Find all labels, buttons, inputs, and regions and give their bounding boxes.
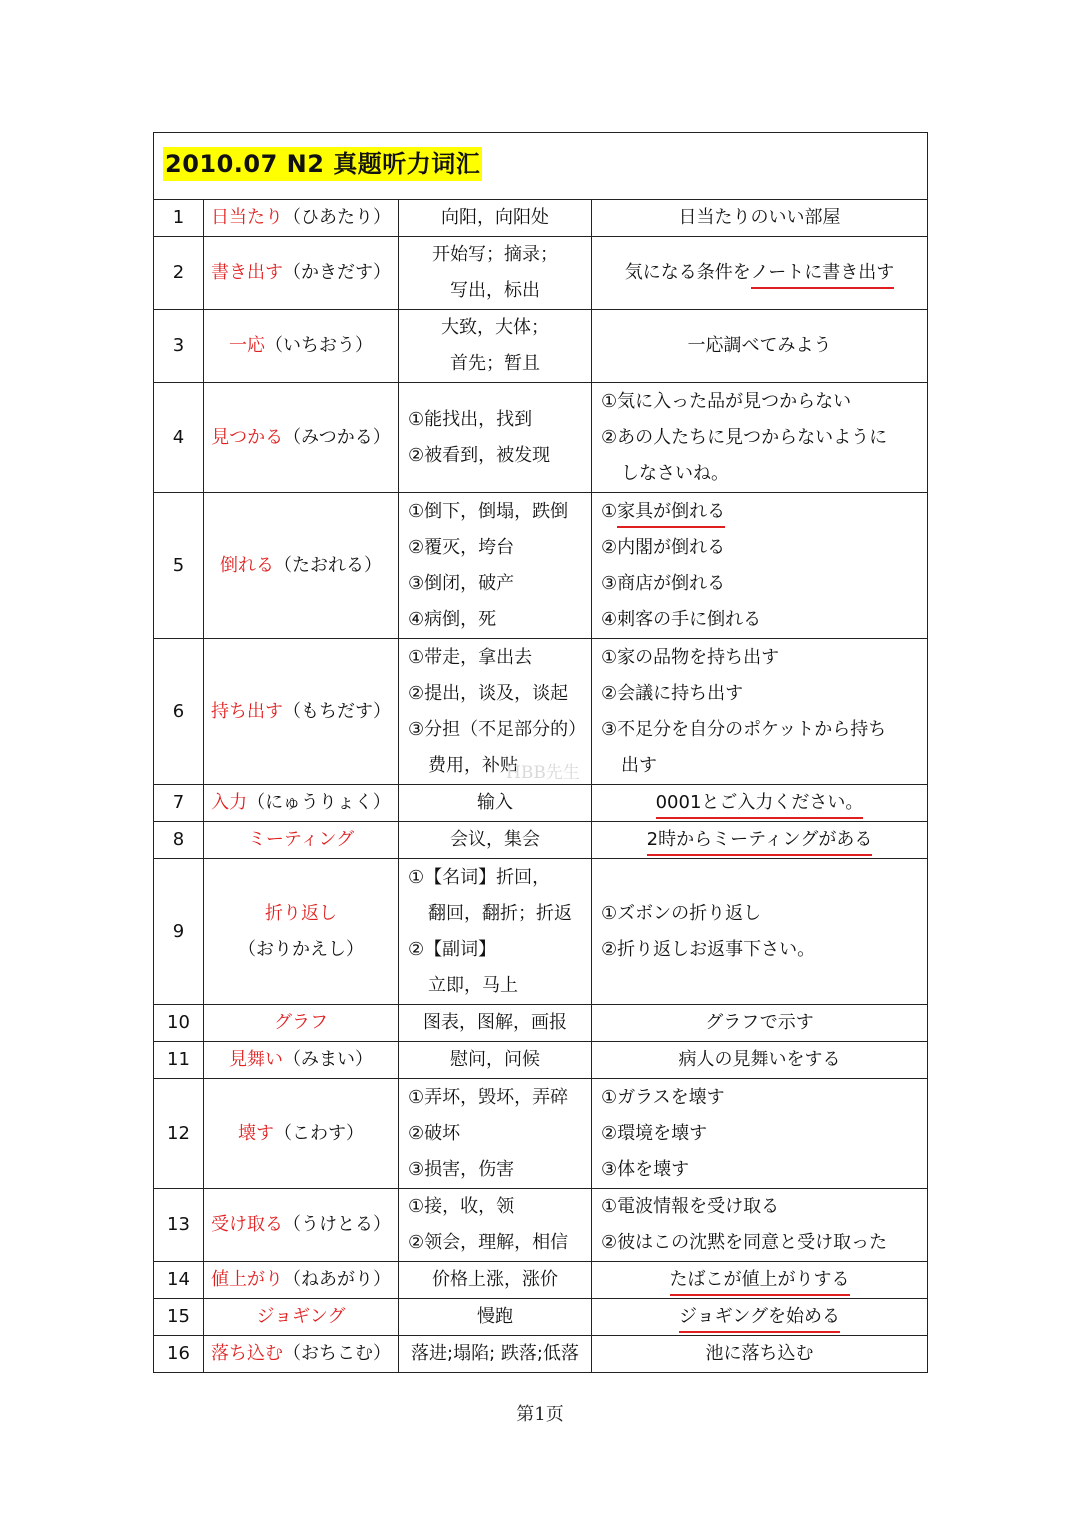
meaning-line: ①能找出，找到 (408, 408, 533, 430)
meaning-line: 图表，图解，画报 (423, 1012, 567, 1033)
example-line: ①ズボンの折り返し (601, 902, 762, 924)
row-number: 14 (154, 1262, 204, 1299)
example-line: ①家の品物を持ち出す (601, 646, 780, 668)
table-row (154, 493, 928, 639)
word-cell (204, 822, 399, 859)
word-reading: （うけとる） (283, 1214, 391, 1235)
example-cell (592, 1336, 928, 1373)
meaning-cell (399, 1005, 592, 1042)
word-cell (204, 1079, 399, 1189)
underlined-phrase: ノートに書き出す (751, 259, 894, 289)
example-line: 病人の見舞いをする (678, 1049, 841, 1070)
meaning-line: ②被看到，被发现 (408, 444, 551, 466)
row-number: 4 (154, 383, 204, 493)
meaning-cell (399, 1299, 592, 1336)
vocabulary-table (153, 132, 928, 1373)
word-text: 見舞い (229, 1049, 283, 1070)
example-line: ②会議に持ち出す (601, 682, 744, 704)
meaning-line: ①【名词】折回， (408, 866, 551, 888)
vocabulary-rows (154, 200, 928, 1373)
meaning-line: 输入 (477, 792, 513, 813)
meaning-line: ④病倒，死 (408, 608, 497, 630)
word-cell (204, 859, 399, 1005)
example-cell (592, 1262, 928, 1299)
meaning-line: ②【副词】 (408, 938, 497, 960)
meaning-cell (399, 785, 592, 822)
example-cell (592, 1079, 928, 1189)
example-line: 気になる条件をノートに書き出す (592, 255, 927, 291)
title-cell (154, 133, 928, 200)
row-number: 13 (154, 1189, 204, 1262)
table-row (154, 822, 928, 859)
meaning-line: ②提出，谈及，谈起 (408, 682, 569, 704)
meaning-line: 首先；暂且 (450, 353, 540, 374)
word-reading: （ひあたり） (283, 207, 391, 228)
meaning-line: ③损害，伤害 (408, 1158, 515, 1180)
example-line (592, 1299, 927, 1335)
example-line: 出す (621, 754, 657, 776)
row-number: 9 (154, 859, 204, 1005)
example-cell (592, 785, 928, 822)
table-row (154, 859, 928, 1005)
meaning-line: ②破坏 (408, 1122, 461, 1144)
word-reading: （こわす） (274, 1122, 364, 1144)
example-line: ②あの人たちに見つからないように (601, 426, 888, 448)
example-line: 一応調べてみよう (687, 335, 832, 356)
meaning-line: 开始写；摘录； (432, 244, 558, 265)
meaning-line: ③分担（不足部分的） (408, 718, 587, 740)
row-number: 1 (154, 200, 204, 237)
row-number: 15 (154, 1299, 204, 1336)
word-reading: （おりかえし） (238, 938, 364, 960)
meaning-line: 费用，补贴 (428, 754, 518, 776)
example-cell (592, 493, 928, 639)
row-number: 11 (154, 1042, 204, 1079)
word-text: ミーティング (247, 829, 355, 850)
example-line: ①気に入った品が見つからない (601, 390, 852, 412)
word-reading: （みまい） (283, 1049, 373, 1070)
word-text: 一応 (229, 335, 265, 356)
vocabulary-sheet (153, 132, 927, 1373)
example-line: ①ガラスを壊す (601, 1086, 725, 1108)
word-cell (204, 1336, 399, 1373)
word-text: 落ち込む (211, 1343, 283, 1364)
word-text: 書き出す (211, 262, 283, 283)
word-text: 壊す (238, 1122, 274, 1144)
table-row (154, 1262, 928, 1299)
underlined-phrase: 家具が倒れる (617, 498, 725, 528)
row-number: 5 (154, 493, 204, 639)
page-footer: 第1页 (516, 1404, 564, 1425)
row-number: 8 (154, 822, 204, 859)
word-cell (204, 1042, 399, 1079)
meaning-line: 慢跑 (477, 1306, 513, 1327)
meaning-cell (399, 493, 592, 639)
meaning-line: ②领会，理解，相信 (408, 1232, 569, 1253)
meaning-line: 立即，马上 (428, 974, 518, 996)
word-cell (204, 383, 399, 493)
example-line: ②内閣が倒れる (601, 536, 726, 558)
example-line: ③不足分を自分のポケットから持ち (601, 718, 887, 740)
word-reading: （いちおう） (265, 335, 373, 356)
word-cell (204, 639, 399, 785)
word-cell (204, 1299, 399, 1336)
example-line: ③商店が倒れる (601, 572, 726, 594)
word-reading: （みつかる） (283, 426, 391, 448)
meaning-line: 翻回，翻折；折返 (428, 902, 572, 924)
example-cell (592, 237, 928, 310)
underlined-phrase: ジョギングを始める (679, 1303, 840, 1333)
word-reading: （ねあがり） (283, 1269, 391, 1290)
example-line: 日当たりのいい部屋 (678, 207, 841, 228)
meaning-line: 会议，集会 (450, 829, 540, 850)
row-number: 7 (154, 785, 204, 822)
example-line: 池に落ち込む (705, 1343, 814, 1364)
page-title: 2010.07 N2 真题听力词汇 (163, 147, 482, 181)
word-cell (204, 1189, 399, 1262)
meaning-cell (399, 1079, 592, 1189)
word-cell (204, 310, 399, 383)
row-number: 3 (154, 310, 204, 383)
meaning-line: ①倒下，倒塌，跌倒 (408, 500, 569, 522)
example-line: グラフで示す (705, 1012, 814, 1033)
word-cell (204, 1005, 399, 1042)
table-row (154, 785, 928, 822)
meaning-cell (399, 200, 592, 237)
word-text: 入力 (211, 792, 248, 813)
row-number: 16 (154, 1336, 204, 1373)
meaning-line: ①带走，拿出去 (408, 646, 533, 668)
word-cell (204, 1262, 399, 1299)
meaning-cell (399, 859, 592, 1005)
meaning-line: 向阳，向阳处 (441, 207, 549, 228)
word-text: 見つかる (211, 426, 284, 448)
word-reading: （にゅうりょく） (247, 792, 391, 813)
example-line (592, 1262, 927, 1298)
table-row (154, 1189, 928, 1262)
example-cell (592, 822, 928, 859)
meaning-line: 慰问，问候 (450, 1049, 540, 1070)
meaning-line: 大致，大体； (441, 317, 549, 338)
example-cell (592, 1005, 928, 1042)
table-row (154, 1079, 928, 1189)
table-row (154, 237, 928, 310)
word-cell (204, 237, 399, 310)
example-cell (592, 639, 928, 785)
meaning-cell (399, 822, 592, 859)
word-reading: （おちこむ） (283, 1343, 391, 1364)
word-text: 受け取る (211, 1214, 283, 1235)
word-cell (204, 200, 399, 237)
word-text: グラフ (274, 1012, 328, 1033)
meaning-cell (399, 237, 592, 310)
example-line (592, 785, 927, 821)
word-cell (204, 493, 399, 639)
example-line (592, 822, 927, 858)
meaning-cell (399, 1189, 592, 1262)
meaning-line: ①弄坏，毁坏，弄碎 (408, 1086, 569, 1108)
meaning-cell (399, 1262, 592, 1299)
table-row (154, 1042, 928, 1079)
row-number: 2 (154, 237, 204, 310)
example-cell (592, 1299, 928, 1336)
word-reading: （もちだす） (283, 700, 391, 722)
example-line: ②彼はこの沈黙を同意と受け取った (601, 1232, 888, 1253)
example-cell (592, 1189, 928, 1262)
meaning-line: ①接，收，领 (408, 1196, 515, 1217)
table-row (154, 1005, 928, 1042)
example-cell (592, 383, 928, 493)
table-row (154, 1299, 928, 1336)
table-row (154, 1336, 928, 1373)
meaning-line: 价格上涨，涨价 (432, 1269, 558, 1290)
row-number: 10 (154, 1005, 204, 1042)
example-line: しなさいね。 (621, 462, 729, 484)
underlined-phrase: 2時からミーティングがある (647, 826, 873, 856)
example-line: ①電波情報を受け取る (601, 1196, 780, 1217)
table-row (154, 200, 928, 237)
table-row (154, 383, 928, 493)
word-text: 日当たり (211, 207, 283, 228)
row-number: 6 (154, 639, 204, 785)
row-number: 12 (154, 1079, 204, 1189)
example-line: ③体を壊す (601, 1158, 690, 1180)
example-line: ④刺客の手に倒れる (601, 608, 762, 630)
word-reading: （かきだす） (283, 262, 391, 283)
meaning-cell (399, 1336, 592, 1373)
meaning-cell (399, 1042, 592, 1079)
example-line: ②折り返しお返事下さい。 (601, 938, 816, 960)
word-reading: （たおれる） (274, 554, 382, 576)
example-cell (592, 1042, 928, 1079)
meaning-cell (399, 383, 592, 493)
meaning-line: ③倒闭，破产 (408, 572, 515, 594)
example-line: ②環境を壊す (601, 1122, 708, 1144)
meaning-cell (399, 310, 592, 383)
example-cell (592, 310, 928, 383)
example-cell (592, 200, 928, 237)
meaning-line: 落进;塌陷; 跌落;低落 (411, 1343, 579, 1364)
word-text: 倒れる (220, 554, 274, 576)
word-text: 折り返し (265, 902, 337, 924)
word-text: 値上がり (211, 1269, 283, 1290)
meaning-line: ②覆灭，垮台 (408, 536, 515, 558)
watermark: HBB先生 (506, 763, 580, 783)
table-row (154, 310, 928, 383)
example-cell (592, 859, 928, 1005)
word-cell (204, 785, 399, 822)
example-line: ①家具が倒れる (601, 494, 927, 530)
meaning-line: 写出，标出 (450, 280, 540, 301)
underlined-phrase: 0001とご入力ください。 (656, 789, 864, 819)
word-text: ジョギング (256, 1306, 346, 1327)
word-text: 持ち出す (211, 700, 283, 722)
underlined-phrase: たばこが値上がりする (670, 1266, 850, 1296)
title-row (154, 133, 928, 200)
